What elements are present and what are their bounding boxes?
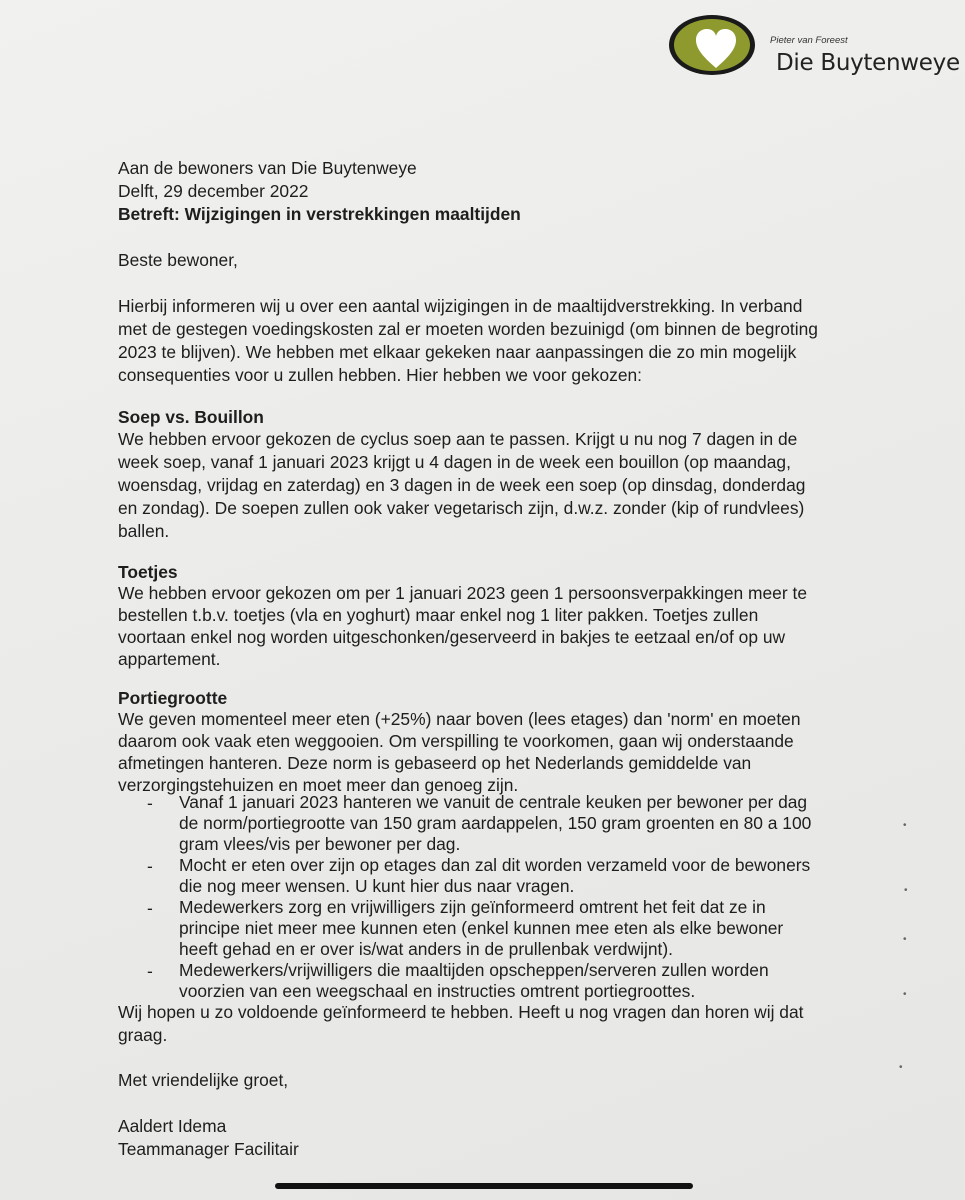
logo-title: Die Buytenweye — [776, 50, 960, 76]
intro-line: 2023 te blijven). We hebben met elkaar gekeken naar aanpassingen die zo min mogelijk — [118, 342, 797, 362]
bullet-dash: - — [147, 961, 153, 981]
organization-logo — [668, 10, 960, 80]
heart-logo-icon — [668, 10, 764, 80]
signer-title: Teammanager Facilitair — [118, 1139, 299, 1159]
bullet-line: die nog meer wensen. U kunt hier dus naar vragen. — [179, 876, 575, 896]
bullet-line: principe niet meer mee kunnen eten (enkel kunnen mee eten als elke bewoner — [179, 918, 784, 938]
recipient-line: Aan de bewoners van Die Buytenweye — [118, 158, 417, 178]
bullet-line: de norm/portiegrootte van 150 gram aardappelen, 150 gram groenten en 80 a 100 — [179, 813, 812, 833]
desserts-line: voortaan enkel nog worden uitgeschonken/geserveerd in bakjes te eetzaal en/of op uw — [118, 627, 786, 647]
scan-speck: • — [899, 1062, 903, 1073]
scan-speck: • — [903, 934, 907, 945]
scan-speck: • — [903, 989, 907, 1000]
subject-line: Betreft: Wijzigingen in verstrekkingen maaltijden — [118, 204, 521, 224]
intro-line: met de gestegen voedingskosten zal er moeten worden bezuinigd (om binnen de begroting — [118, 319, 818, 339]
closing-line: graag. — [118, 1025, 168, 1045]
desserts-line: We hebben ervoor gekozen om per 1 januari 2023 geen 1 persoonsverpakkingen meer te — [118, 583, 807, 603]
portion-line: We geven momenteel meer eten (+25%) naar boven (lees etages) dan 'norm' en moeten — [118, 709, 801, 729]
soup-line: week soep, vanaf 1 januari 2023 krijgt u 4 dagen in de week een bouillon (op maandag, — [118, 452, 791, 472]
desserts-line: appartement. — [118, 649, 221, 669]
soup-line: woensdag, vrijdag en zaterdag) en 3 dagen in de week een soep (op dinsdag, donderdag — [118, 475, 806, 495]
bullet-line: Mocht er eten over zijn op etages dan zal dit worden verzameld voor de bewoners — [179, 855, 811, 875]
bullet-line: Medewerkers zorg en vrijwilligers zijn geïnformeerd omtrent het feit dat ze in — [179, 897, 766, 917]
soup-heading: Soep vs. Bouillon — [118, 407, 264, 427]
scan-speck: • — [903, 820, 907, 831]
bullet-line: Medewerkers/vrijwilligers die maaltijden opscheppen/serveren zullen worden — [179, 960, 769, 980]
soup-line: We hebben ervoor gekozen de cyclus soep aan te passen. Krijgt u nu nog 7 dagen in de — [118, 429, 798, 449]
intro-line: consequenties voor u zullen hebben. Hier hebben we voor gekozen: — [118, 365, 643, 385]
desserts-line: bestellen t.b.v. toetjes (vla en yoghurt) maar enkel nog 1 liter pakken. Toetjes zullen — [118, 605, 759, 625]
bullet-line: heeft gehad en er over is/wat anders in de prullenbak verdwijnt). — [179, 939, 673, 959]
salutation: Beste bewoner, — [118, 250, 238, 270]
portion-line: daarom ook vaak eten weggooien. Om verspilling te voorkomen, gaan wij onderstaande — [118, 731, 794, 751]
soup-line: en zondag). De soepen zullen ook vaker vegetarisch zijn, d.w.z. zonder (kip of rundvlees) — [118, 498, 805, 518]
bullet-dash: - — [147, 856, 153, 876]
bullet-line: gram vlees/vis per bewoner per dag. — [179, 834, 461, 854]
date-line: Delft, 29 december 2022 — [118, 181, 309, 201]
portion-line: verzorgingstehuizen en moet meer dan genoeg zijn. — [118, 775, 519, 795]
portion-line: afmetingen hanteren. Deze norm is gebaseerd op het Nederlands gemiddelde van — [118, 753, 752, 773]
bullet-dash: - — [147, 898, 153, 918]
intro-line: Hierbij informeren wij u over een aantal wijzigingen in de maaltijdverstrekking. In verband — [118, 296, 803, 316]
desserts-heading: Toetjes — [118, 562, 178, 582]
scan-speck: • — [904, 885, 908, 896]
soup-line: ballen. — [118, 521, 170, 541]
closing-greeting: Met vriendelijke groet, — [118, 1070, 289, 1090]
bullet-dash: - — [147, 793, 153, 813]
logo-subtitle: Pieter van Foreest — [770, 35, 848, 46]
bullet-line: voorzien van een weegschaal en instructies omtrent portiegroottes. — [179, 981, 696, 1001]
closing-line: Wij hopen u zo voldoende geïnformeerd te hebben. Heeft u nog vragen dan horen wij dat — [118, 1002, 804, 1022]
portion-heading: Portiegrootte — [118, 688, 228, 708]
signer-name: Aaldert Idema — [118, 1116, 227, 1136]
bullet-line: Vanaf 1 januari 2023 hanteren we vanuit de centrale keuken per bewoner per dag — [179, 792, 808, 812]
home-indicator-bar[interactable] — [275, 1183, 693, 1189]
